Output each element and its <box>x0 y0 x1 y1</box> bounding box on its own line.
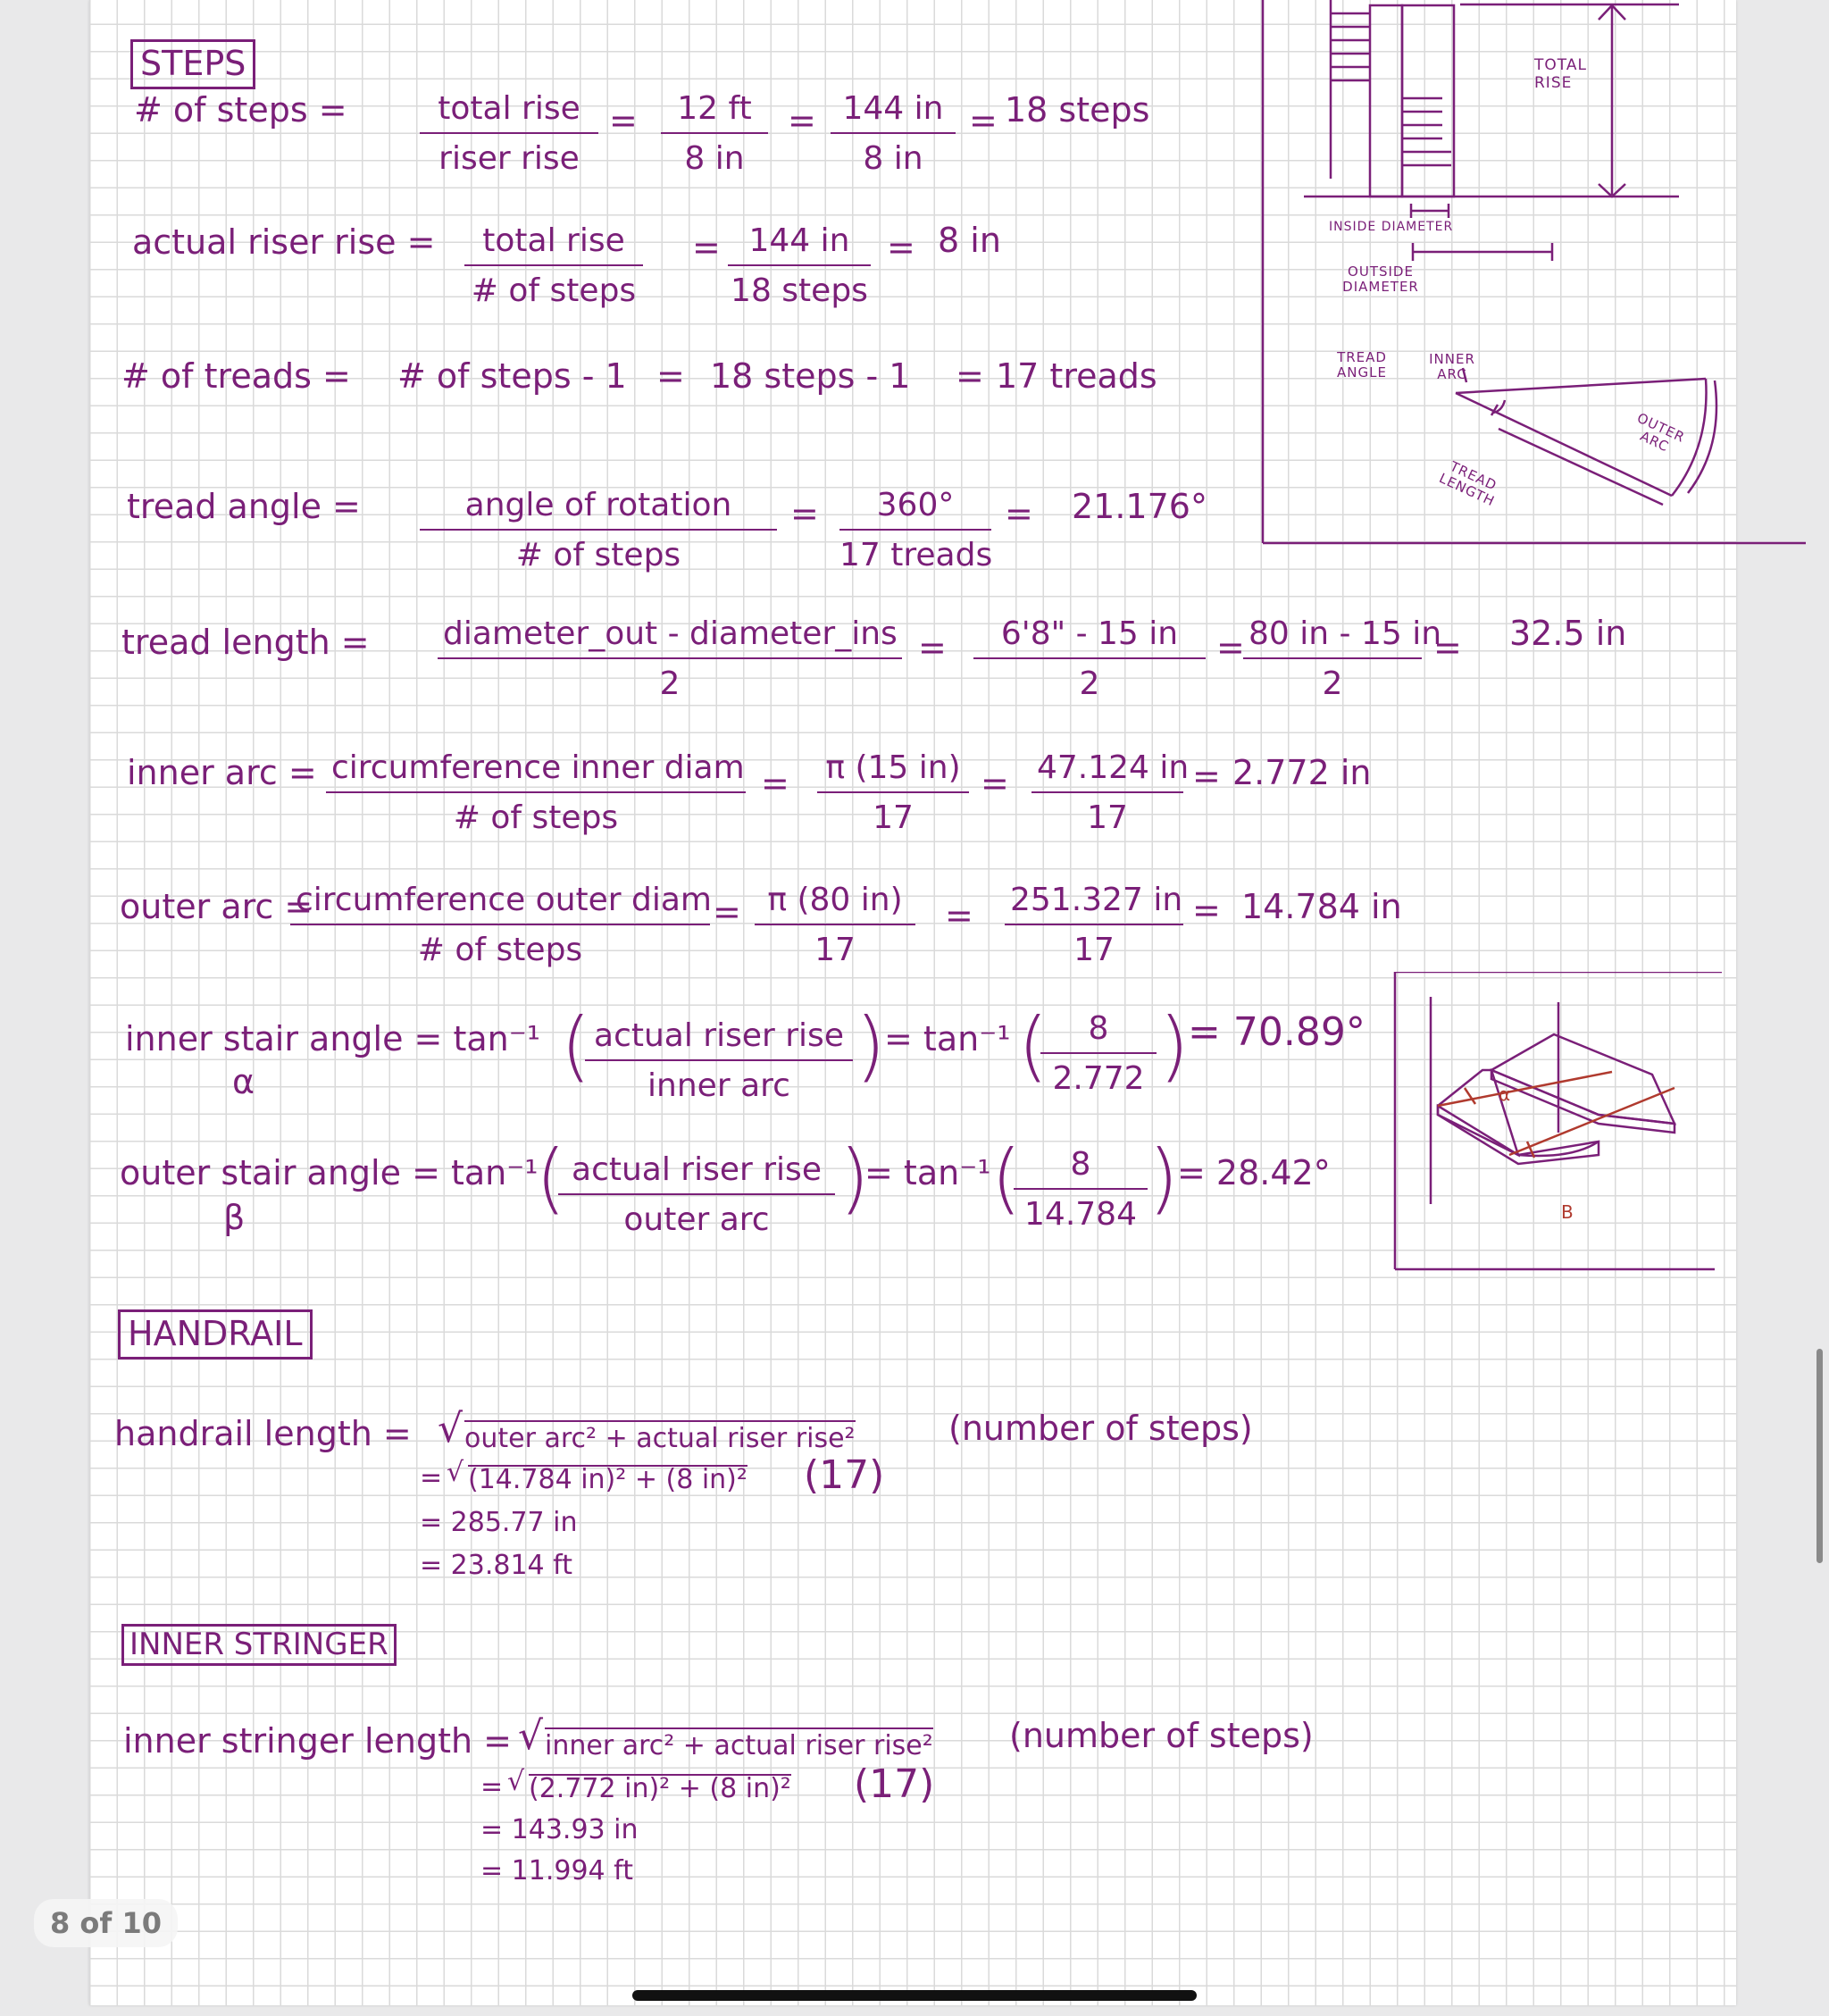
equals-sign: = <box>761 764 789 803</box>
fraction-numerator: 12 ft <box>661 93 768 134</box>
fraction-numerator: circumference outer diam <box>290 884 710 925</box>
inner-stringer-radicand: inner arc² + actual riser rise² <box>545 1727 933 1760</box>
fraction-numerator: total rise <box>420 93 598 134</box>
alpha-diagram-label: α <box>1499 1083 1512 1105</box>
fraction-numerator: 360° <box>839 489 991 531</box>
open-paren: ( <box>1018 1001 1048 1091</box>
outer-arc-label: outer arc = <box>120 887 313 926</box>
outer-angle-fraction-1 <box>558 1151 835 1238</box>
fraction-denominator: 14.784 <box>1024 1196 1137 1233</box>
fraction-denominator: 17 <box>1073 932 1115 968</box>
handrail-line4: = 23.814 ft <box>420 1550 572 1581</box>
handrail-heading: HANDRAIL <box>118 1309 313 1359</box>
outer-arc-diagram-label: OUTER ARC <box>1634 409 1688 456</box>
inner-arc-diagram-label: INNER ARC <box>1429 351 1475 383</box>
fraction-denominator: 17 treads <box>839 537 993 573</box>
outer-arc-fraction-2 <box>755 884 915 966</box>
tread-length-fraction-1 <box>438 615 902 702</box>
fraction-denominator: 2 <box>659 665 681 702</box>
fraction-denominator: 2 <box>1322 665 1343 702</box>
page-indicator: 8 of 10 <box>34 1899 178 1947</box>
tread-angle-fraction-2 <box>839 489 991 572</box>
inner-stringer-line2-factor: (17) <box>854 1761 935 1807</box>
fraction-denominator: # of steps <box>417 932 583 968</box>
beta-symbol: β <box>223 1198 246 1237</box>
equals-sign: = <box>1192 757 1221 796</box>
inner-stringer-label: inner stringer length = <box>123 1721 513 1761</box>
beta-diagram-label: B <box>1561 1201 1574 1223</box>
treads-result: 17 treads <box>996 356 1157 396</box>
fraction-numerator: 8 <box>1014 1149 1148 1190</box>
fraction-numerator: 6'8" - 15 in <box>973 618 1206 659</box>
tread-length-diagram-label: TREAD LENGTH <box>1436 457 1500 510</box>
steps-heading: STEPS <box>130 39 255 89</box>
close-paren: ) <box>1148 1133 1179 1223</box>
fraction-numerator: π (15 in) <box>817 752 969 793</box>
fraction-denominator: # of steps <box>453 799 619 836</box>
equals-sign: = <box>1005 494 1033 533</box>
outer-angle-fraction-2 <box>1014 1146 1148 1233</box>
actual-riser-label: actual riser rise = <box>132 222 436 262</box>
actual-riser-result: 8 in <box>938 221 1001 260</box>
fraction-denominator: # of steps <box>515 537 681 573</box>
fraction-denominator: 17 <box>873 799 914 836</box>
num-steps-fraction-1 <box>420 90 598 177</box>
outer-angle-eq2: = tan⁻¹ <box>864 1153 991 1192</box>
outer-arc-fraction-3 <box>1005 884 1183 966</box>
actual-riser-fraction-1 <box>464 222 643 309</box>
equals-sign: = <box>969 101 998 140</box>
treads-label: # of treads = <box>121 356 351 396</box>
close-paren: ) <box>856 1001 886 1091</box>
close-paren: ) <box>839 1133 870 1223</box>
equals-sign: = <box>480 1771 504 1803</box>
num-steps-fraction-2 <box>661 90 768 177</box>
tread-angle-fraction-1 <box>420 489 777 572</box>
num-steps-label: # of steps = <box>134 90 347 130</box>
inner-arc-label: inner arc = <box>127 753 317 792</box>
fraction-denominator: 18 steps <box>731 272 868 309</box>
tread-length-label: tread length = <box>121 623 370 662</box>
equals-sign: = <box>945 896 973 935</box>
equals-sign: = <box>1216 628 1245 667</box>
fraction-numerator: 144 in <box>831 93 956 134</box>
equals-sign: = <box>656 356 685 396</box>
inner-angle-eq2: = tan⁻¹ <box>884 1019 1011 1058</box>
equals-sign: = <box>713 892 741 932</box>
fraction-denominator: 2 <box>1079 665 1100 702</box>
equals-sign: = <box>420 1462 443 1493</box>
handrail-line2-radicand: (14.784 in)² + (8 in)² <box>468 1464 747 1495</box>
fraction-denominator: 8 in <box>684 140 745 177</box>
treads-expression: # of steps - 1 <box>397 356 627 396</box>
sqrt-sign: √ <box>447 1457 464 1488</box>
outer-stair-angle-label: outer stair angle = tan⁻¹ <box>120 1153 539 1192</box>
inner-arc-result: 2.772 in <box>1232 753 1372 792</box>
num-steps-fraction-3 <box>831 90 956 177</box>
equals-sign: = <box>956 356 984 396</box>
fraction-numerator: π (80 in) <box>755 884 915 925</box>
inner-stringer-heading: INNER STRINGER <box>121 1624 397 1666</box>
sqrt-sign: √ <box>438 1406 464 1451</box>
outer-arc-result: 14.784 in <box>1241 887 1402 926</box>
outside-diameter-label: OUTSIDE DIAMETER <box>1342 264 1419 296</box>
equals-sign: = <box>692 228 721 267</box>
fraction-numerator: 8 <box>1040 1013 1157 1054</box>
tread-length-fraction-3 <box>1243 615 1442 702</box>
outer-angle-result: = 28.42° <box>1177 1153 1331 1192</box>
equals-sign: = <box>918 628 947 667</box>
inner-arc-fraction-2 <box>817 749 969 836</box>
fraction-numerator: 47.124 in <box>1031 752 1183 793</box>
handrail-radicand: outer arc² + actual riser rise² <box>464 1420 856 1452</box>
fraction-denominator: inner arc <box>647 1067 790 1104</box>
handrail-line3: = 285.77 in <box>420 1507 578 1538</box>
handrail-label: handrail length = <box>114 1414 412 1453</box>
fraction-numerator: 144 in <box>728 225 871 266</box>
open-paren: ( <box>561 1001 591 1091</box>
fraction-numerator: 251.327 in <box>1005 884 1183 925</box>
equals-sign: = <box>609 101 638 140</box>
tread-angle-result: 21.176° <box>1072 487 1207 526</box>
inner-stringer-factor: (number of steps) <box>1009 1716 1314 1755</box>
open-paren: ( <box>536 1133 566 1223</box>
fraction-denominator: riser rise <box>438 140 580 177</box>
fraction-numerator: angle of rotation <box>420 489 777 531</box>
fraction-denominator: 17 <box>1087 799 1128 836</box>
equals-sign: = <box>788 101 816 140</box>
handrail-line2-factor: (17) <box>804 1452 885 1498</box>
treads-expression-2: 18 steps - 1 <box>710 356 911 396</box>
tread-length-fraction-2 <box>973 615 1206 702</box>
inner-stringer-line3: = 143.93 in <box>480 1814 639 1845</box>
actual-riser-fraction-2 <box>728 222 871 309</box>
inner-arc-fraction-1 <box>326 749 746 836</box>
tread-angle-diagram-label: TREAD ANGLE <box>1337 349 1387 381</box>
fraction-denominator: # of steps <box>471 272 637 309</box>
fraction-denominator: 2.772 <box>1052 1060 1145 1097</box>
fraction-denominator: 17 <box>814 932 856 968</box>
inner-stair-angle-label: inner stair angle = tan⁻¹ <box>125 1019 541 1058</box>
inner-angle-fraction-1 <box>585 1017 853 1104</box>
equals-sign: = <box>790 494 819 533</box>
fraction-numerator: actual riser rise <box>585 1020 853 1061</box>
tread-angle-label: tread angle = <box>127 487 361 526</box>
outer-arc-fraction-1 <box>290 884 710 966</box>
home-indicator[interactable] <box>632 1990 1197 2001</box>
fraction-numerator: actual riser rise <box>558 1154 835 1195</box>
inner-arc-fraction-3 <box>1031 749 1190 836</box>
sqrt-sign: √ <box>507 1766 525 1797</box>
equals-sign: = <box>887 228 915 267</box>
angle-lines <box>1438 1072 1674 1158</box>
notebook-page <box>89 0 1736 2005</box>
alpha-symbol: α <box>232 1062 255 1101</box>
inside-diameter-label: INSIDE DIAMETER <box>1329 220 1454 234</box>
fraction-numerator: circumference inner diam <box>326 752 746 793</box>
num-steps-result: 18 steps <box>1005 90 1150 130</box>
fraction-numerator: total rise <box>464 225 643 266</box>
fraction-numerator: 80 in - 15 in <box>1243 618 1422 659</box>
fraction-denominator: outer arc <box>623 1201 770 1238</box>
tread-length-result: 32.5 in <box>1509 614 1627 653</box>
inner-angle-fraction-2 <box>1040 1010 1157 1097</box>
equals-sign: = <box>1192 891 1221 930</box>
sqrt-sign: √ <box>518 1713 544 1759</box>
close-paren: ) <box>1159 1001 1190 1091</box>
inner-angle-result: = 70.89° <box>1188 1009 1365 1055</box>
inner-stringer-line4: = 11.994 ft <box>480 1855 633 1886</box>
handrail-factor: (number of steps) <box>948 1409 1253 1448</box>
total-rise-label: TOTAL RISE <box>1534 56 1587 92</box>
inner-stringer-line2-radicand: (2.772 in)² + (8 in)² <box>529 1773 791 1804</box>
equals-sign: = <box>981 764 1009 803</box>
fraction-numerator: diameter_out - diameter_ins <box>438 618 902 659</box>
stair-angle-diagram <box>1393 972 1724 1271</box>
equals-sign: = <box>1433 628 1462 667</box>
scrollbar[interactable] <box>1816 1349 1823 1563</box>
fraction-denominator: 8 in <box>863 140 923 177</box>
open-paren: ( <box>991 1133 1022 1223</box>
